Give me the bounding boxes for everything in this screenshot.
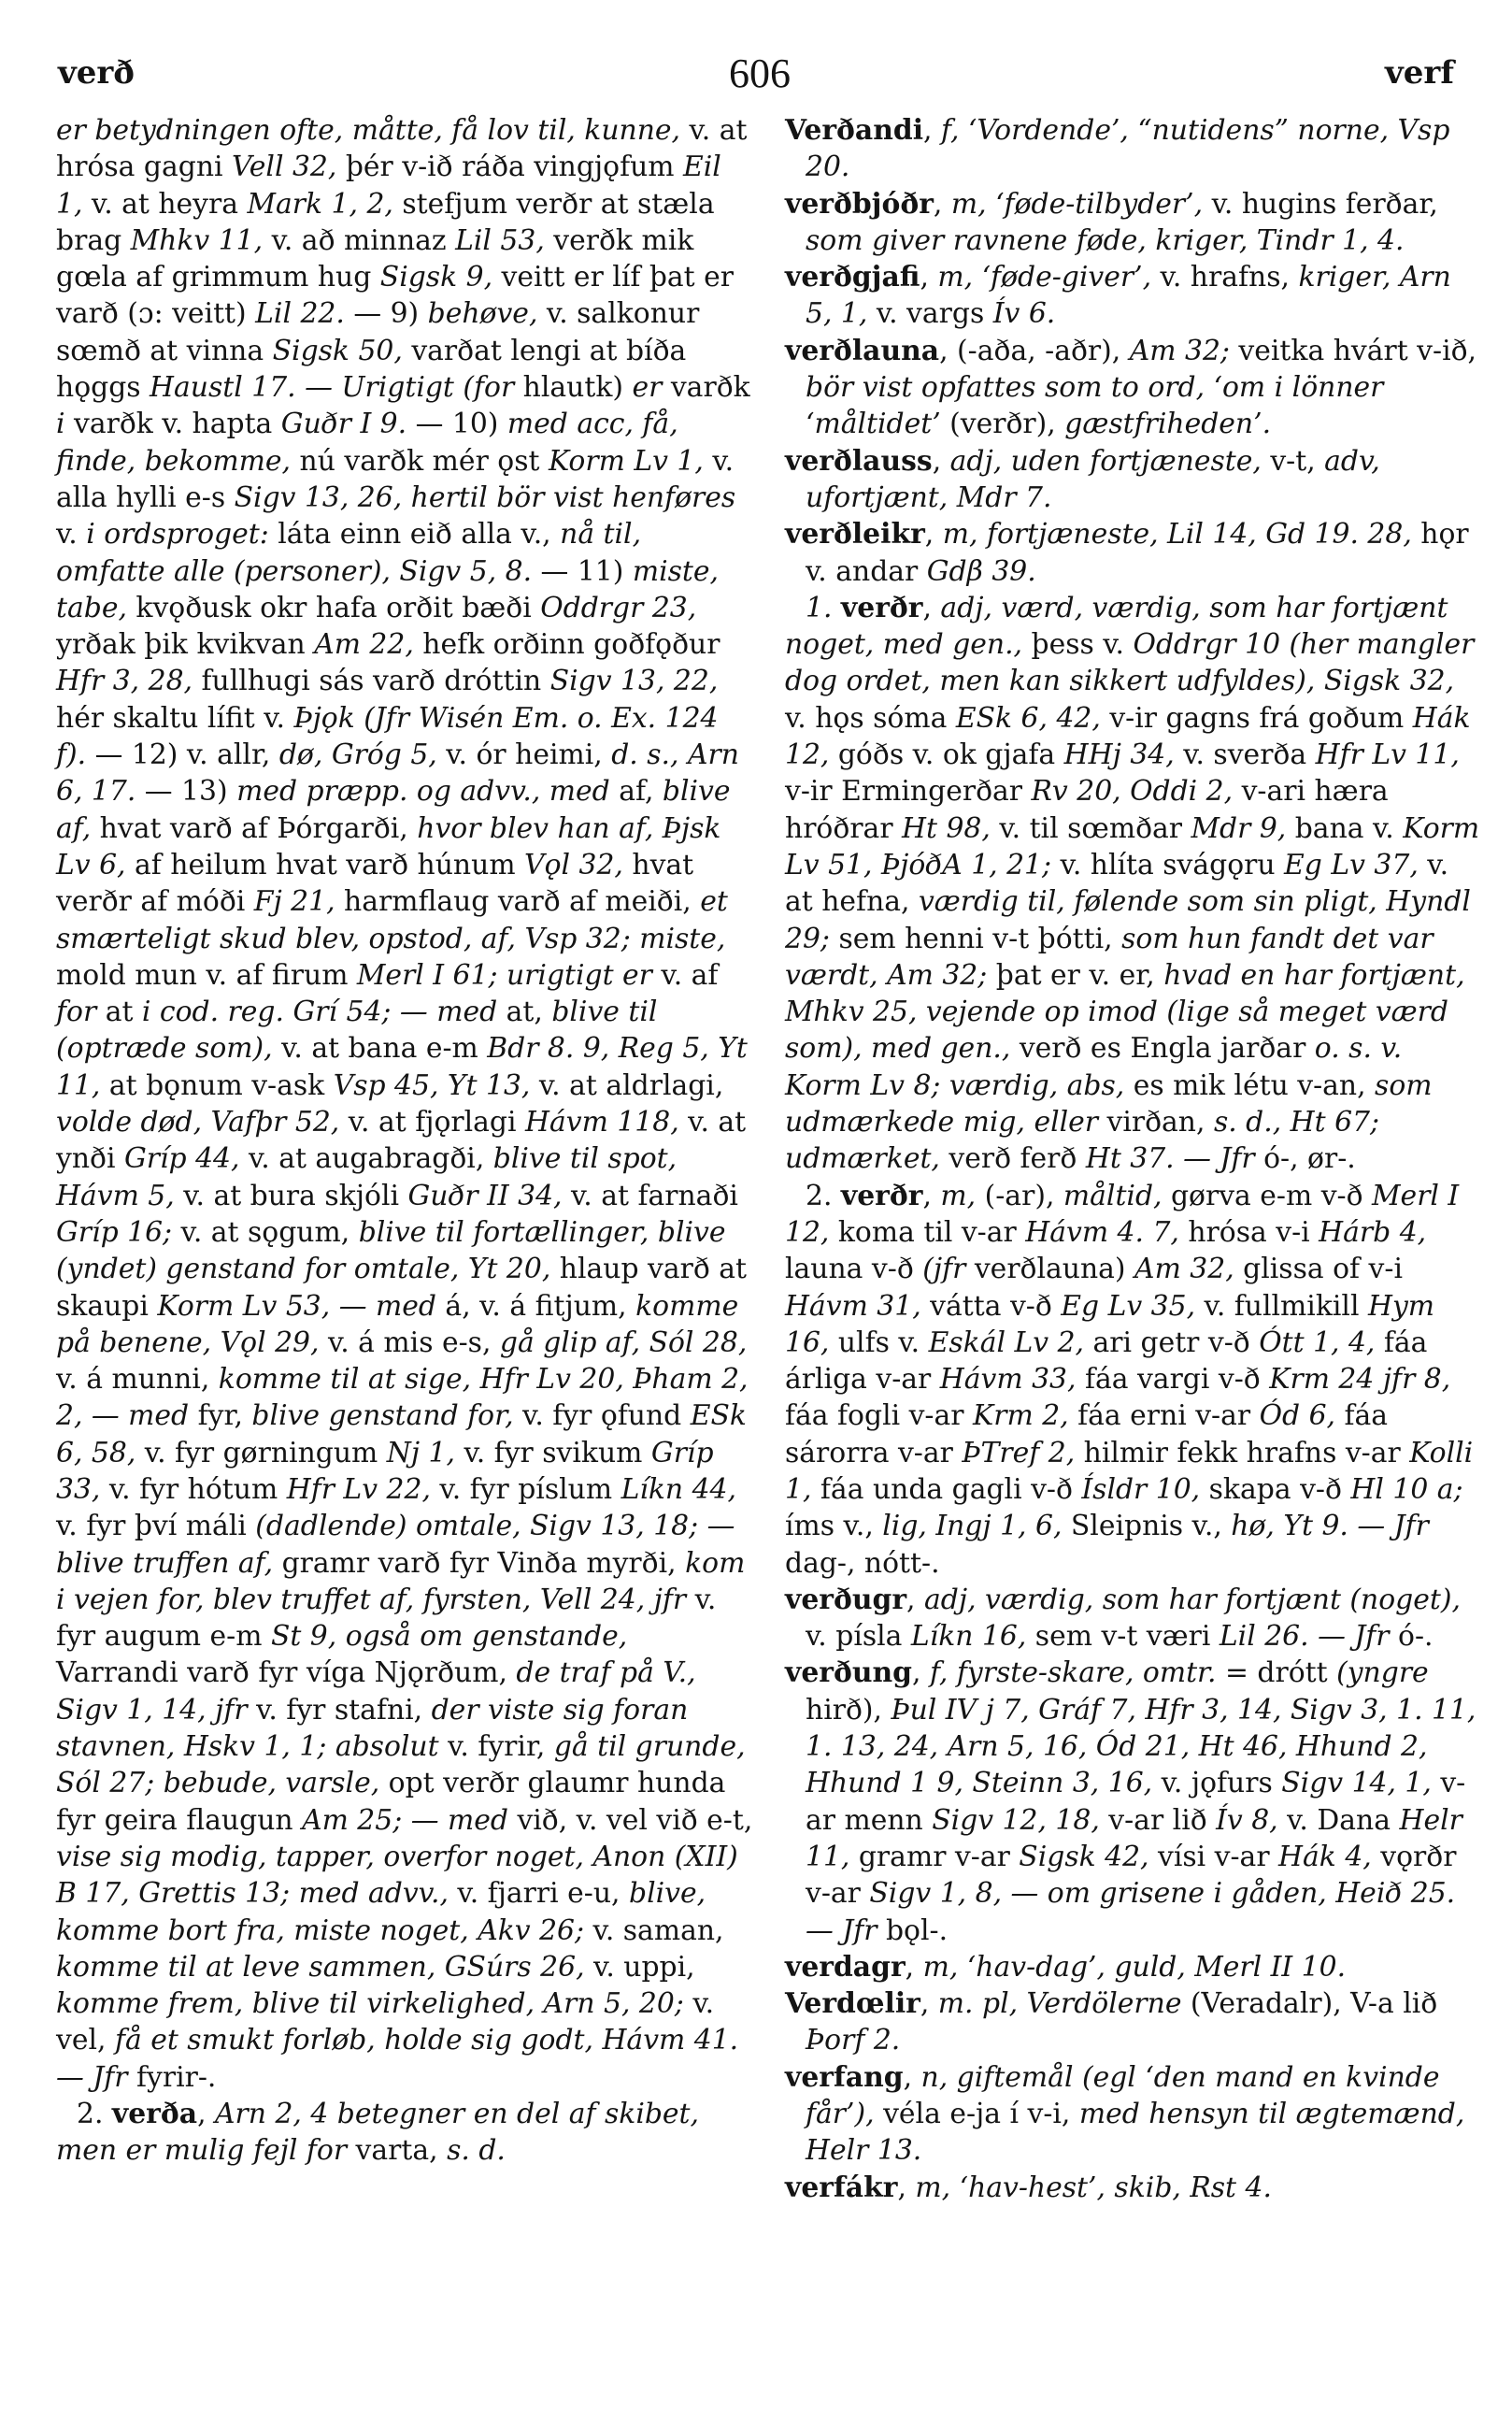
dictionary-entry: Verdœlir, m. pl, Verdölerne (Veradalr), V-a lið Þorf 2.	[785, 1987, 1438, 2057]
dictionary-entry: 1. verðr, adj, værd, værdig, som har fortjænt noget, med gen., þess v. Oddrgr 10 (her mangler dog ordet, men kan sikkert udfyldes), Sigsk 32, v. hǫs sóma ESk 6, 42, v-ir gagns frá goðum Hák 12, góðs v. ok gjafa HHj 34, v. sverða Hfr Lv 11, v-ir Ermingerðar Rv 20, Oddi 2, v-ari hæra hróðrar Ht 98, v. til sœmðar Mdr 9, bana v. Korm Lv 51, ÞjóðA 1, 21; v. hlíta svágǫru Eg Lv 37, v. at hefna, værdig til, følende som sin pligt, Hyndl 29; sem henni v-t þótti, som hun fandt det var værdt, Am 32; þat er v. er, hvad en har fortjænt, Mhkv 25, vejende op imod (lige så meget værd som), med gen., verð es Engla jarðar o. s. v. Korm Lv 8; værdig, abs, es mik létu v-an, som udmærkede mig, eller virðan, s. d., Ht 67; udmærket, verð ferð Ht 37. — Jfr ó-, ør-.	[785, 591, 1480, 1176]
dictionary-entry: verðugr, adj, værdig, som har fortjænt (noget), v. písla Líkn 16, sem v-t væri Lil 26. — Jfr ó-.	[785, 1583, 1461, 1654]
dictionary-entry: 2. verða, Arn 2, 4 betegner en del af skibet, men er mulig fejl for varta, s. d.	[56, 2098, 699, 2168]
dictionary-entry: verðbjóðr, m, ‘føde-tilbyder’, v. hugins ferðar, som giver ravnene føde, kriger, Tindr 1, 4.	[785, 187, 1438, 257]
dictionary-entry: 2. verðr, m, (-ar), måltid, gørva e-m v-ð Merl I 12, koma til v-ar Hávm 4. 7, hrósa v-i Hárb 4, launa v-ð (jfr verðlauna) Am 32, glissa of v-i Hávm 31, vátta v-ð Eg Lv 35, v. fullmikill Hym 16, ulfs v. Eskál Lv 2, ari getr v-ð Ótt 1, 4, fáa árliga v-ar Hávm 33, fáa vargi v-ð Krm 24 jfr 8, fáa fogli v-ar Krm 2, fáa erni v-ar Ód 6, fáa sárorra v-ar ÞTref 2, hilmir fekk hrafns v-ar Kolli 1, fáa unda gagli v-ð Ísldr 10, skapa v-ð Hl 10 a; íms v., lig, Ingj 1, 6, Sleipnis v., hø, Yt 9. — Jfr dag-, nótt-.	[785, 1179, 1474, 1580]
dictionary-entry: verðgjafi, m, ‘føde-giver’, v. hrafns, kriger, Arn 5, 1, v. vargs Ív 6.	[785, 261, 1451, 331]
left-column	[56, 112, 755, 2170]
dictionary-entry: verðung, f, fyrste-skare, omtr. = drótt (yngre hirð), Þul IV j 7, Gráf 7, Hfr 3, 14, Sigv 3, 1. 11, 1. 13, 24, Arn 5, 16, Ód 21, Ht 46, Hhund 2, Hhund 1 9, Steinn 3, 16, v. jǫfurs Sigv 14, 1, v-ar menn Sigv 12, 18, v-ar lið Ív 8, v. Dana Helr 11, gramr v-ar Sigsk 42, vísi v-ar Hák 4, vǫrðr v-ar Sigv 1, 8, — om grisene i gåden, Heið 25. — Jfr bǫl-.	[785, 1656, 1476, 1947]
dictionary-entry: verðlauss, adj, uden fortjæneste, v-t, adv, ufortjænt, Mdr 7.	[785, 444, 1380, 514]
dictionary-entry: verdagr, m, ‘hav-dag’, guld, Merl II 10.	[785, 1950, 1347, 1984]
dictionary-entry: verfákr, m, ‘hav-hest’, skib, Rst 4.	[785, 2171, 1272, 2204]
dictionary-entry: verðleikr, m, fortjæneste, Lil 14, Gd 19. 28, hǫr v. andar Gdβ 39.	[785, 518, 1469, 588]
left-running-headword: verð	[58, 54, 135, 92]
dictionary-entry: verðlauna, (-aða, -aðr), Am 32; veitka hvárt v-ið, bör vist opfattes som to ord, ‘om i lönner ‘måltidet’ (verðr), gæstfriheden’.	[785, 334, 1477, 441]
right-column	[785, 112, 1484, 2206]
page-header	[58, 45, 1454, 101]
dictionary-entry: Verðandi, f, ‘Vordende’, “nutidens” norne, Vsp 20.	[785, 114, 1450, 184]
right-running-headword: verf	[1385, 54, 1454, 92]
page-number: 606	[729, 50, 792, 96]
dictionary-entry: er betydningen ofte, måtte, få lov til, kunne, v. at hrósa gagni Vell 32, þér v-ið ráða vingjǫfum Eil 1, v. at heyra Mark 1, 2, stefjum verðr at stæla brag Mhkv 11, v. að minnaz Lil 53, verðk mik gœla af grimmum hug Sigsk 9, veitt er líf þat er varð (ɔ: veitt) Lil 22. — 9) behøve, v. salkonur sœmð at vinna Sigsk 50, varðat lengi at bíða hǫggs Haustl 17. — Urigtigt (for hlautk) er varðk i varðk v. hapta Guðr I 9. — 10) med acc, få, finde, bekomme, nú varðk mér ǫst Korm Lv 1, v. alla hylli e-s Sigv 13, 26, hertil bör vist henføres v. i ordsproget: láta einn eið alla v., nå til, omfatte alle (personer), Sigv 5, 8. — 11) miste, tabe, kvǫðusk okr hafa orðit bæði Oddrgr 23, yrðak þik kvikvan Am 22, hefk orðinn goðfǫður Hfr 3, 28, fullhugi sás varð dróttin Sigv 13, 22, hér skaltu lífit v. Þjǫk (Jfr Wisén Em. o. Ex. 124 f). — 12) v. allr, dø, Gróg 5, v. ór heimi, d. s., Arn 6, 17. — 13) med præpp. og advv., med af, blive af, hvat varð af Þórgarði, hvor blev han af, Þjsk Lv 6, af heilum hvat varð húnum Vǫl 32, hvat verðr af móði Fj 21, harmflaug varð af meiði, et smærteligt skud blev, opstod, af, Vsp 32; miste, mold mun v. af firum Merl I 61; urigtigt er v. af for at i cod. reg. Grí 54; — med at, blive til (optræde som), v. at bana e-m Bdr 8. 9, Reg 5, Yt 11, at bǫnum v-ask Vsp 45, Yt 13, v. at aldrlagi, volde død, Vafþr 52, v. at fjǫrlagi Hávm 118, v. at ynði Gríp 44, v. at augabragði, blive til spot, Hávm 5, v. at bura skjóli Guðr II 34, v. at farnaði Gríp 16; v. at sǫgum, blive til fortællinger, blive (yndet) genstand for omtale, Yt 20, hlaup varð at skaupi Korm Lv 53, — med á, v. á fitjum, komme på benene, Vǫl 29, v. á mis e-s, gå glip af, Sól 28, v. á munni, komme til at sige, Hfr Lv 20, Þham 2, 2, — med fyr, blive genstand for, v. fyr ǫfund ESk 6, 58, v. fyr gørningum Nj 1, v. fyr svikum Gríp 33, v. fyr hótum Hfr Lv 22, v. fyr píslum Líkn 44, v. fyr því máli (dadlende) omtale, Sigv 13, 18; — blive truffen af, gramr varð fyr Vinða myrði, kom i vejen for, blev truffet af, fyrsten, Vell 24, jfr v. fyr augum e-m St 9, også om genstande, Varrandi varð fyr víga Njǫrðum, de traf på V., Sigv 1, 14, jfr v. fyr stafni, der viste sig foran stavnen, Hskv 1, 1; absolut v. fyrir, gå til grunde, Sól 27; bebude, varsle, opt verðr glaumr hunda fyr geira flaugun Am 25; — med við, v. vel við e-t, vise sig modig, tapper, overfor noget, Anon (XII) B 17, Grettis 13; med advv., v. fjarri e-u, blive, komme bort fra, miste noget, Akv 26; v. saman, komme til at leve sammen, GSúrs 26, v. uppi, komme frem, blive til virkelighed, Arn 5, 20; v. vel, få et smukt forløb, holde sig godt, Hávm 41. — Jfr fyrir-.	[56, 114, 753, 2094]
dictionary-entry: verfang, n, giftemål (egl ‘den mand en kvinde får’), véla e-ja í v-i, med hensyn til ægtemænd, Helr 13.	[785, 2060, 1465, 2168]
